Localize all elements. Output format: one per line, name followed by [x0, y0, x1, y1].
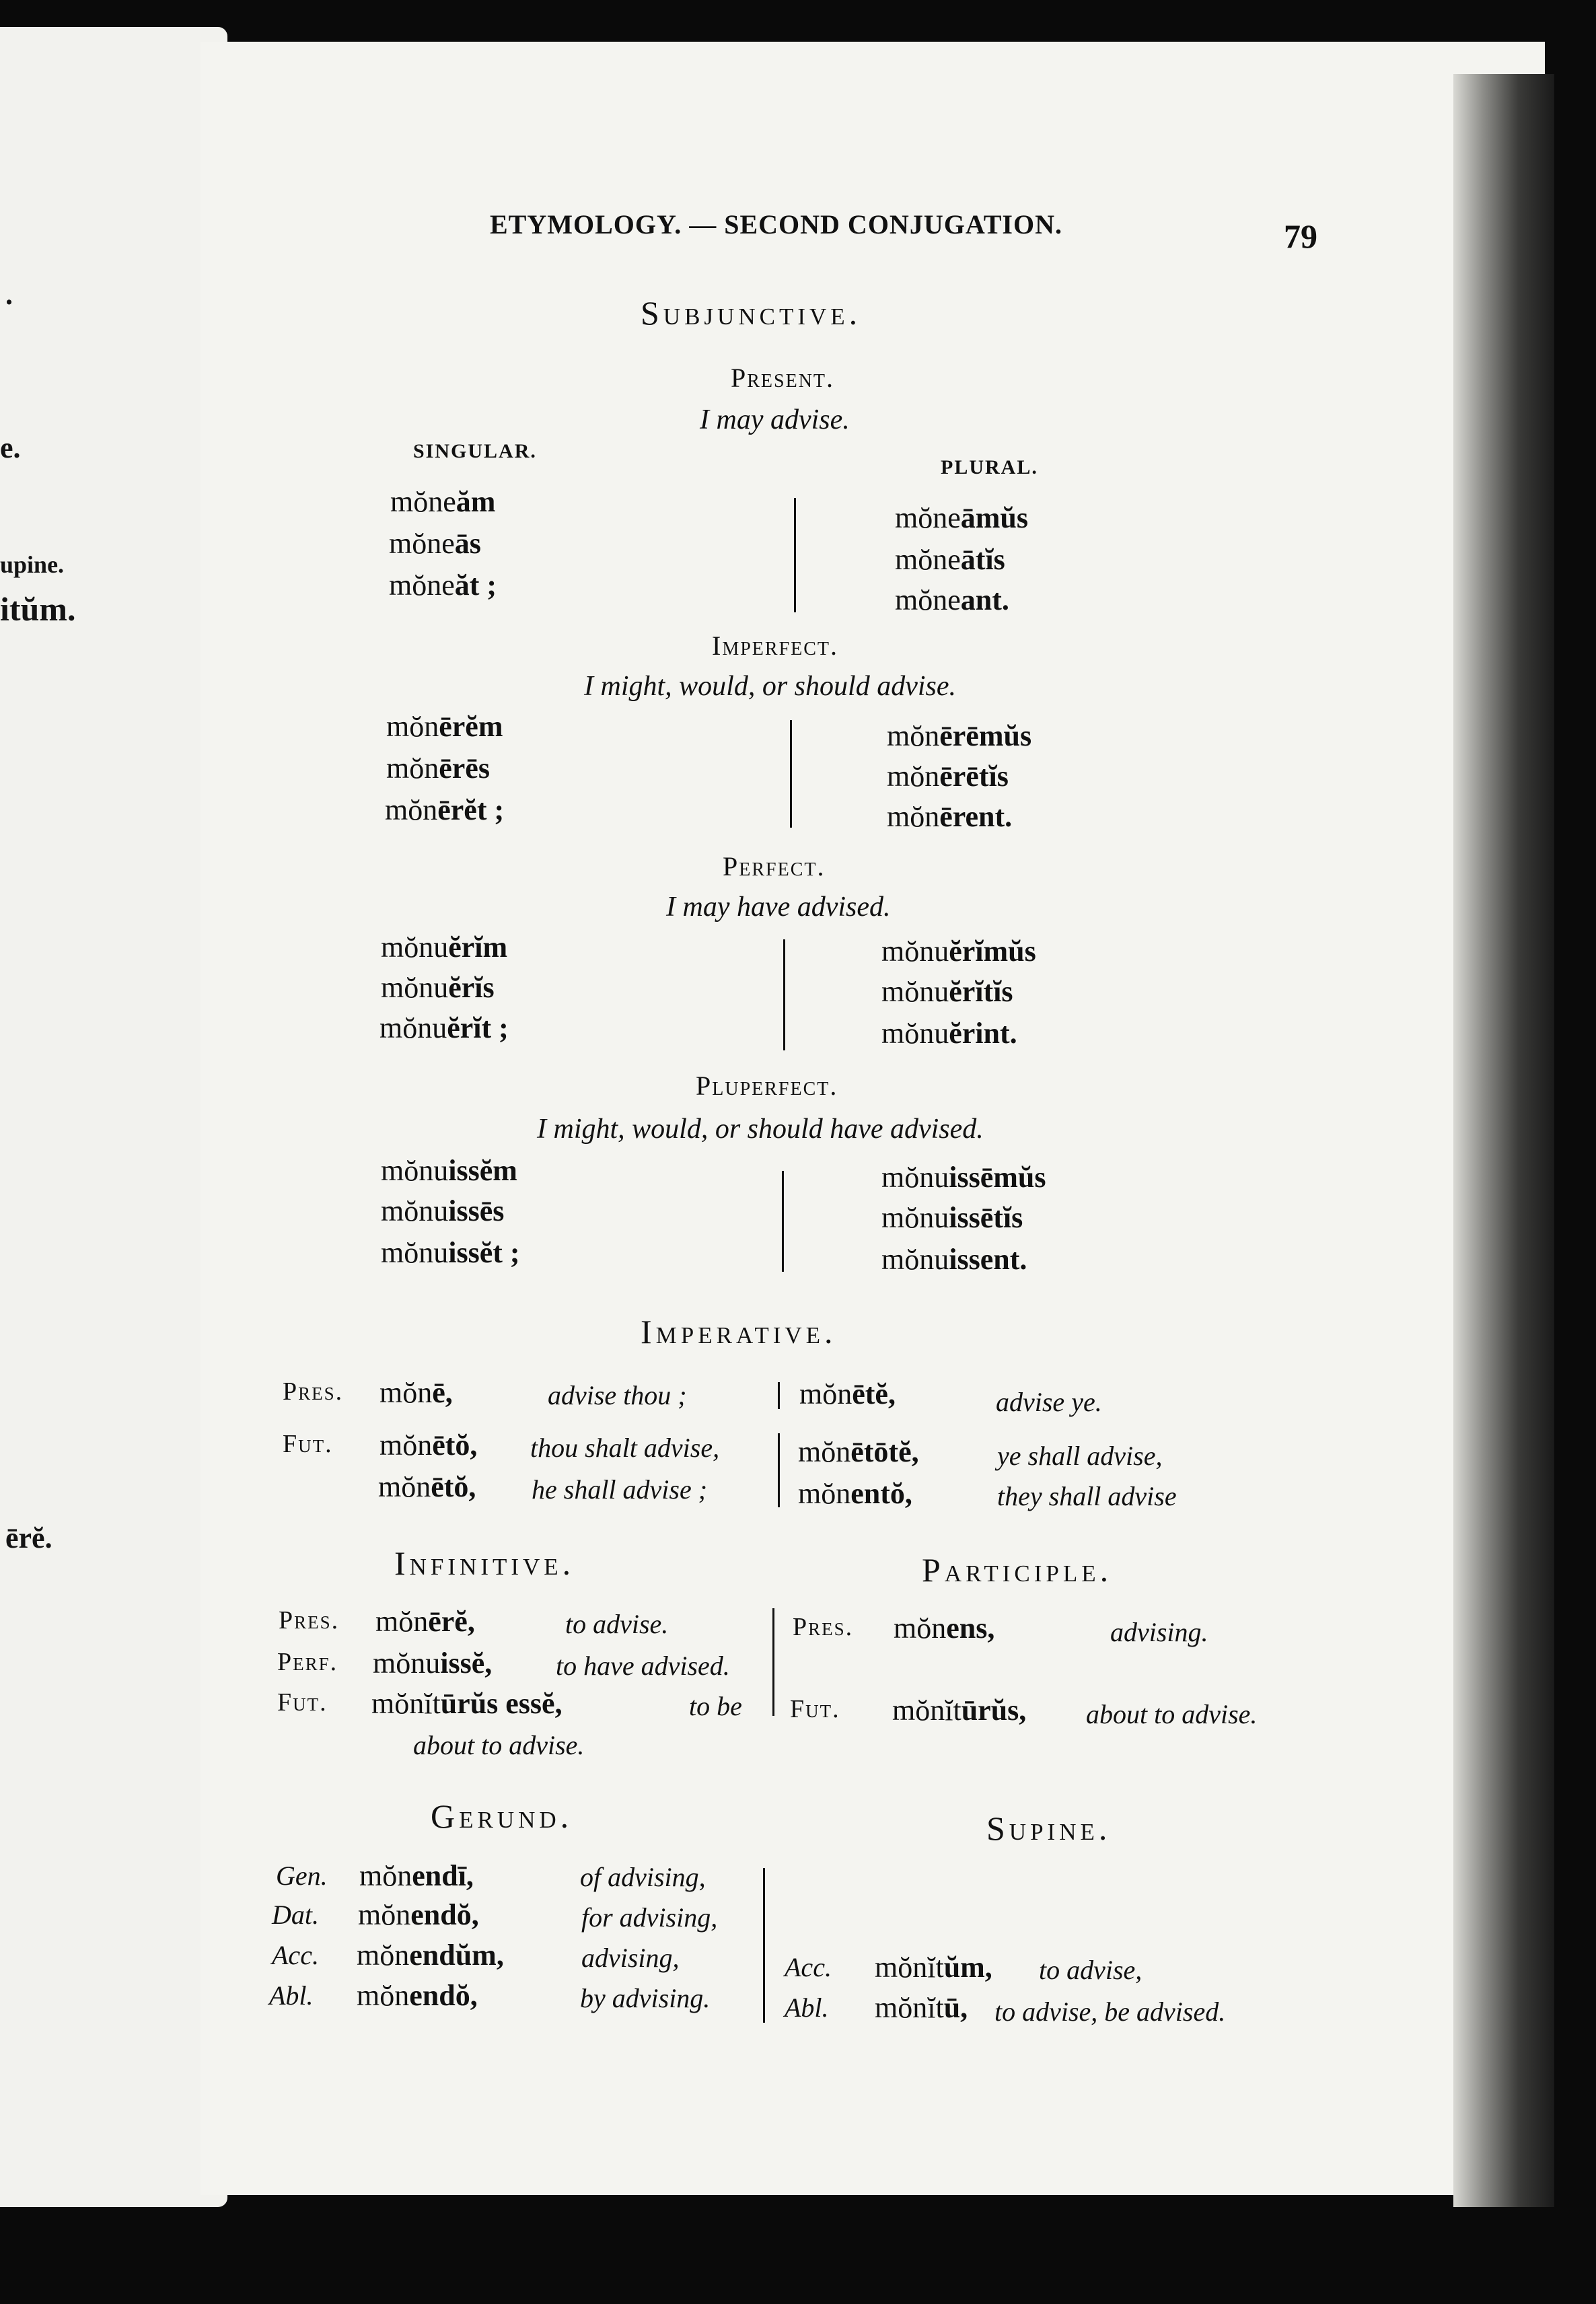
subj-imperfect-sg-1: mŏnērĕm — [386, 710, 503, 743]
participle-pres-meaning: advising. — [1110, 1617, 1208, 1647]
subj-perfect-pl-3: mŏnuĕrint. — [881, 1017, 1017, 1050]
gerund-acc-meaning: advising, — [581, 1943, 680, 1973]
imperative-pres-label: Pres. — [283, 1377, 344, 1406]
subj-perfect-sg-1: mŏnuĕrĭm — [381, 931, 508, 964]
infinitive-fut-label: Fut. — [277, 1688, 328, 1717]
column-divider — [763, 1868, 765, 2023]
gerund-gen-form: mŏnendī, — [359, 1859, 474, 1892]
subj-perfect-pl-1: mŏnuĕrĭmŭs — [881, 935, 1036, 968]
supine-acc-meaning: to advise, — [1039, 1955, 1142, 1985]
supine-abl-form: mŏnĭtū, — [875, 1991, 968, 2024]
imperative-fut-form-1: mŏnētŏ, — [379, 1429, 478, 1462]
participle-pres-label: Pres. — [793, 1613, 854, 1641]
participle-fut-meaning: about to advise. — [1086, 1699, 1258, 1729]
infinitive-perf-label: Perf. — [277, 1648, 338, 1676]
subj-present-pl-2: mŏneātĭs — [895, 543, 1005, 576]
subj-pluperfect-sg-3: mŏnuissĕt ; — [381, 1236, 520, 1269]
page-number: 79 — [1284, 217, 1317, 255]
infinitive-pres-meaning: to advise. — [565, 1609, 669, 1639]
facing-page-fragment: ērĕ. — [5, 1521, 52, 1554]
section-title-participle: Participle. — [922, 1551, 1113, 1589]
participle-pres-form: mŏnens, — [894, 1612, 995, 1645]
gerund-acc-case: Acc. — [272, 1940, 319, 1970]
imperative-fut-pl-form-2: mŏnentŏ, — [798, 1477, 912, 1510]
subj-imperfect-sg-2: mŏnērēs — [386, 752, 490, 785]
subj-present-pl-3: mŏneant. — [895, 583, 1009, 616]
imperative-fut-pl-form-1: mŏnētōtĕ, — [798, 1435, 919, 1468]
facing-page-edge — [0, 27, 227, 2207]
infinitive-perf-form: mŏnuissĕ, — [373, 1647, 493, 1680]
section-title-imperative: Imperative. — [641, 1313, 837, 1351]
gerund-abl-meaning: by advising. — [580, 1983, 711, 2013]
infinitive-fut-meaning-cont: about to advise. — [413, 1730, 585, 1760]
subj-perfect-sg-3: mŏnuĕrĭt ; — [379, 1011, 509, 1044]
plural-heading: PLURAL. — [941, 456, 1038, 478]
gerund-abl-form: mŏnendŏ, — [357, 1979, 478, 2012]
column-divider — [772, 1608, 774, 1716]
infinitive-perf-meaning: to have advised. — [556, 1651, 730, 1681]
section-title-gerund: Gerund. — [431, 1797, 573, 1835]
gerund-abl-case: Abl. — [269, 1980, 314, 2011]
subj-pluperfect-pl-1: mŏnuissēmŭs — [881, 1161, 1046, 1194]
supine-acc-case: Acc. — [785, 1952, 832, 1982]
imperative-fut-label: Fut. — [283, 1430, 333, 1458]
imperative-fut-pl-meaning-2: they shall advise — [997, 1481, 1177, 1511]
infinitive-pres-label: Pres. — [279, 1606, 340, 1634]
infinitive-fut-form: mŏnĭtūrŭs essĕ, — [371, 1687, 563, 1720]
column-divider — [790, 720, 792, 828]
imperative-pres-form: mŏnē, — [379, 1376, 453, 1409]
subj-pluperfect-pl-2: mŏnuissētĭs — [881, 1201, 1023, 1234]
section-title-subjunctive: Subjunctive. — [641, 294, 862, 332]
imperative-fut-pl-meaning-1: ye shall advise, — [997, 1441, 1163, 1471]
facing-page-fragment: . — [5, 278, 13, 311]
infinitive-fut-meaning: to be — [689, 1691, 742, 1721]
running-header: ETYMOLOGY. — SECOND CONJUGATION. — [490, 209, 1062, 240]
subj-imperfect-pl-2: mŏnērētĭs — [887, 760, 1009, 793]
gerund-acc-form: mŏnendŭm, — [357, 1939, 504, 1972]
translation-pluperfect: I might, would, or should have advised. — [537, 1114, 984, 1145]
singular-heading: SINGULAR. — [413, 440, 537, 462]
subj-perfect-pl-2: mŏnuĕrĭtĭs — [881, 975, 1013, 1008]
tense-perfect: Perfect. — [723, 851, 826, 881]
supine-acc-form: mŏnĭtŭm, — [875, 1951, 992, 1984]
imperative-fut-form-2: mŏnētŏ, — [378, 1470, 476, 1503]
translation-perfect: I may have advised. — [666, 892, 891, 923]
facing-page-fragment: upine. — [0, 551, 65, 578]
imperative-pres-pl-meaning: advise ye. — [996, 1387, 1102, 1417]
tense-pluperfect: Pluperfect. — [696, 1071, 838, 1101]
supine-abl-case: Abl. — [785, 1992, 829, 2023]
facing-page-fragment: e. — [0, 431, 21, 464]
column-divider — [782, 1171, 784, 1272]
participle-fut-form: mŏnĭtūrŭs, — [892, 1694, 1027, 1727]
tense-imperfect: Imperfect. — [712, 631, 839, 661]
imperative-pres-meaning: advise thou ; — [548, 1380, 687, 1410]
gerund-gen-meaning: of advising, — [580, 1862, 706, 1892]
facing-page-fragment: itŭm. — [0, 590, 76, 628]
participle-fut-label: Fut. — [790, 1695, 840, 1723]
subj-pluperfect-pl-3: mŏnuissent. — [881, 1243, 1027, 1276]
subj-perfect-sg-2: mŏnuĕrĭs — [381, 971, 495, 1004]
subj-present-sg-3: mŏneăt ; — [389, 569, 497, 602]
subj-pluperfect-sg-2: mŏnuissēs — [381, 1194, 505, 1227]
imperative-pres-pl-form: mŏnētĕ, — [799, 1377, 896, 1410]
page-edge-shadow — [1453, 74, 1554, 2207]
subj-present-sg-2: mŏneās — [389, 527, 481, 560]
subj-pluperfect-sg-1: mŏnuissĕm — [381, 1154, 517, 1187]
column-divider — [778, 1382, 780, 1409]
column-divider — [783, 939, 785, 1050]
subj-present-pl-1: mŏneāmŭs — [895, 501, 1029, 534]
section-title-supine: Supine. — [986, 1809, 1112, 1847]
subj-present-sg-1: mŏneăm — [390, 485, 496, 518]
gerund-dat-meaning: for advising, — [581, 1902, 718, 1933]
subj-imperfect-sg-3: mŏnērĕt ; — [385, 793, 505, 826]
gerund-gen-case: Gen. — [276, 1861, 328, 1891]
translation-imperfect: I might, would, or should advise. — [584, 671, 956, 702]
section-title-infinitive: Infinitive. — [394, 1544, 575, 1582]
tense-present: Present. — [731, 363, 835, 393]
supine-abl-meaning: to advise, be advised. — [994, 1996, 1226, 2027]
subj-imperfect-pl-3: mŏnērent. — [887, 800, 1013, 833]
subj-imperfect-pl-1: mŏnērēmŭs — [887, 719, 1032, 752]
gerund-dat-case: Dat. — [272, 1900, 319, 1930]
column-divider — [778, 1433, 780, 1507]
infinitive-pres-form: mŏnērĕ, — [375, 1605, 475, 1638]
gerund-dat-form: mŏnendŏ, — [358, 1898, 479, 1931]
column-divider — [794, 498, 796, 612]
imperative-fut-meaning-1: thou shalt advise, — [530, 1433, 720, 1463]
imperative-fut-meaning-2: he shall advise ; — [532, 1474, 708, 1505]
translation-present: I may advise. — [700, 404, 850, 435]
